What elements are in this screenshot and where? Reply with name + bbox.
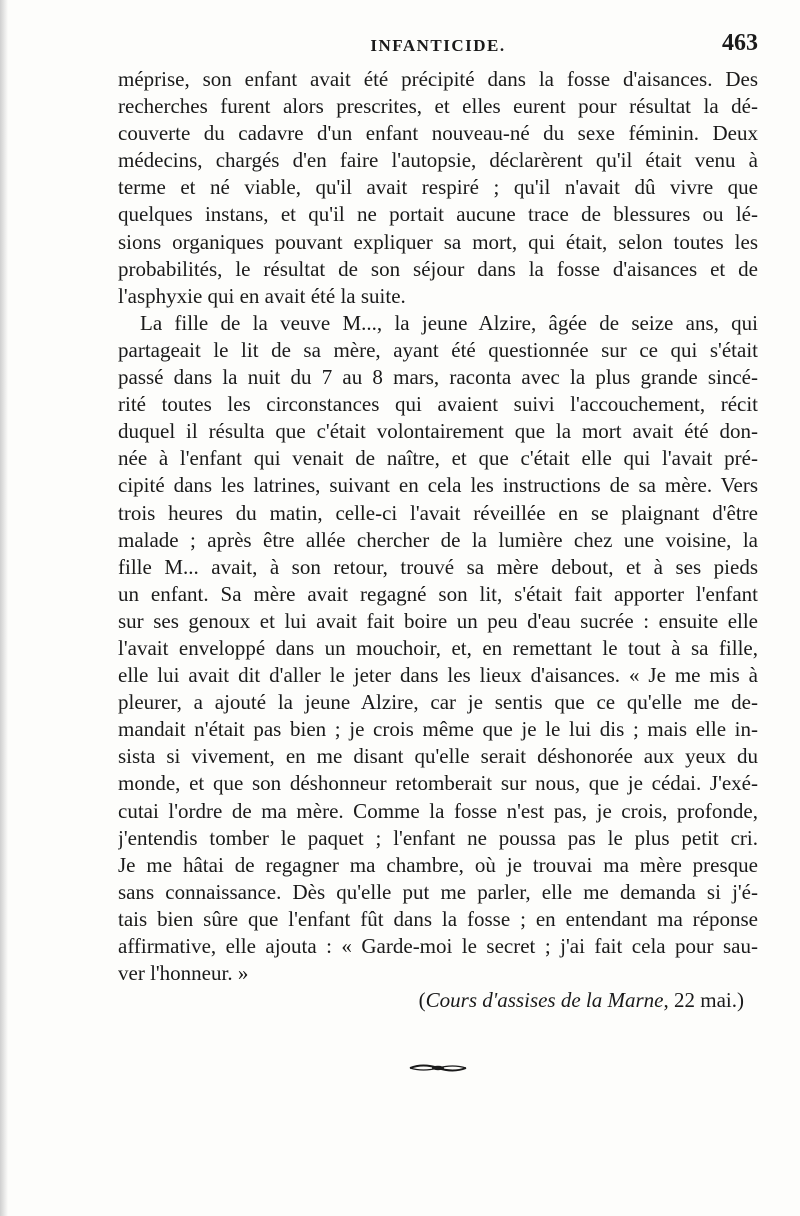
text-line: méprise, son enfant avait été précipité dans la fosse d'aisances. Des [118, 67, 758, 91]
text-line: recherches furent alors prescrites, et elles eurent pour résultat la dé- [118, 94, 758, 119]
page-header [118, 30, 758, 60]
text-line: ver l'honneur. » [118, 961, 249, 986]
page-edge-shadow [0, 0, 8, 1216]
text-line: l'avait enveloppé dans un mouchoir, et, en remettant le tout à sa fille, [118, 635, 758, 660]
page-number: 463 [722, 30, 758, 56]
citation [118, 987, 758, 1014]
citation-source: Cours d'assises de la Marne [425, 988, 664, 1013]
text-line: sista si vivement, en me disant qu'elle serait déshonorée aux yeux du [118, 744, 758, 769]
body-text [118, 66, 758, 1014]
text-line: affirmative, elle ajouta : « Garde-moi le secret ; j'ai fait cela pour sau- [118, 934, 758, 958]
text-line: probabilités, le résultat de son séjour dans la fosse d'aisances et de [118, 256, 758, 281]
paragraph-2 [118, 310, 758, 987]
text-line: un enfant. Sa mère avait regagné son lit, s'était fait apporter l'enfant [118, 581, 758, 606]
paragraph-1 [118, 66, 758, 310]
text-line: mandait n'était pas bien ; je crois même que je le lui dis ; mais elle in- [118, 717, 758, 742]
text-line: trois heures du matin, celle-ci l'avait réveillée en se plaignant d'être [118, 500, 758, 525]
citation-open-paren: ( [418, 988, 426, 1013]
text-line: l'asphyxie qui en avait été la suite. [118, 283, 406, 308]
text-line: monde, et que son déshonneur retomberait sur nous, que je cédai. J'exé- [118, 771, 758, 796]
text-line: partageait le lit de sa mère, ayant été questionnée sur ce qui s'était [118, 337, 758, 362]
text-line: malade ; après être allée chercher de la lumière chez une voisine, la [118, 527, 758, 552]
text-line: elle lui avait dit d'aller le jeter dans les lieux d'aisances. « Je me mis à [118, 663, 758, 688]
text-line: duquel il résulta que c'était volontairement que la mort avait été don- [118, 419, 758, 444]
text-line: fille M... avait, à son retour, trouvé sa mère debout, et à ses pieds [118, 554, 758, 579]
text-line: pleurer, a ajouté la jeune Alzire, car je sentis que ce qu'elle me de- [118, 690, 758, 715]
text-line: née à l'enfant qui venait de naître, et que c'était elle qui l'avait pré- [118, 446, 758, 471]
text-line: La fille de la veuve M..., la jeune Alzire, âgée de seize ans, qui [140, 310, 758, 335]
text-line: Je me hâtai de regagner ma chambre, où je trouvai ma mère presque [118, 852, 758, 877]
text-line: couverte du cadavre d'un enfant nouveau-né du sexe féminin. Deux [118, 121, 758, 146]
text-line: sions organiques pouvant expliquer sa mort, qui était, selon toutes les [118, 229, 758, 254]
text-line: passé dans la nuit du 7 au 8 mars, raconta avec la plus grande sincé- [118, 365, 758, 390]
text-line: rité toutes les circonstances qui avaient suivi l'accouchement, récit [118, 392, 758, 417]
text-line: tais bien sûre que l'enfant fût dans la fosse ; en entendant ma réponse [118, 906, 758, 931]
citation-date: , 22 mai.) [663, 988, 744, 1013]
text-line: quelques instans, et qu'il ne portait aucune trace de blessures ou lé- [118, 202, 758, 227]
text-line: cipité dans les latrines, suivant en cela les instructions de sa mère. Vers [118, 473, 758, 498]
text-line: médecins, chargés d'en faire l'autopsie, déclarèrent qu'il était venu à [118, 148, 758, 173]
text-line: j'entendis tomber le paquet ; l'enfant ne poussa pas le plus petit cri. [118, 825, 758, 850]
text-line: terme et né viable, qu'il avait respiré ; qu'il n'avait dû vivre que [118, 175, 758, 200]
text-line: sans connaissance. Dès qu'elle put me parler, elle me demanda si j'é- [118, 879, 758, 904]
text-line: sur ses genoux et lui avait fait boire un peu d'eau sucrée : ensuite elle [118, 608, 758, 633]
ornament-divider-icon [408, 1062, 468, 1074]
text-line: cutai l'ordre de ma mère. Comme la fosse n'est pas, je crois, profonde, [118, 798, 758, 823]
running-title: INFANTICIDE. [370, 36, 506, 55]
